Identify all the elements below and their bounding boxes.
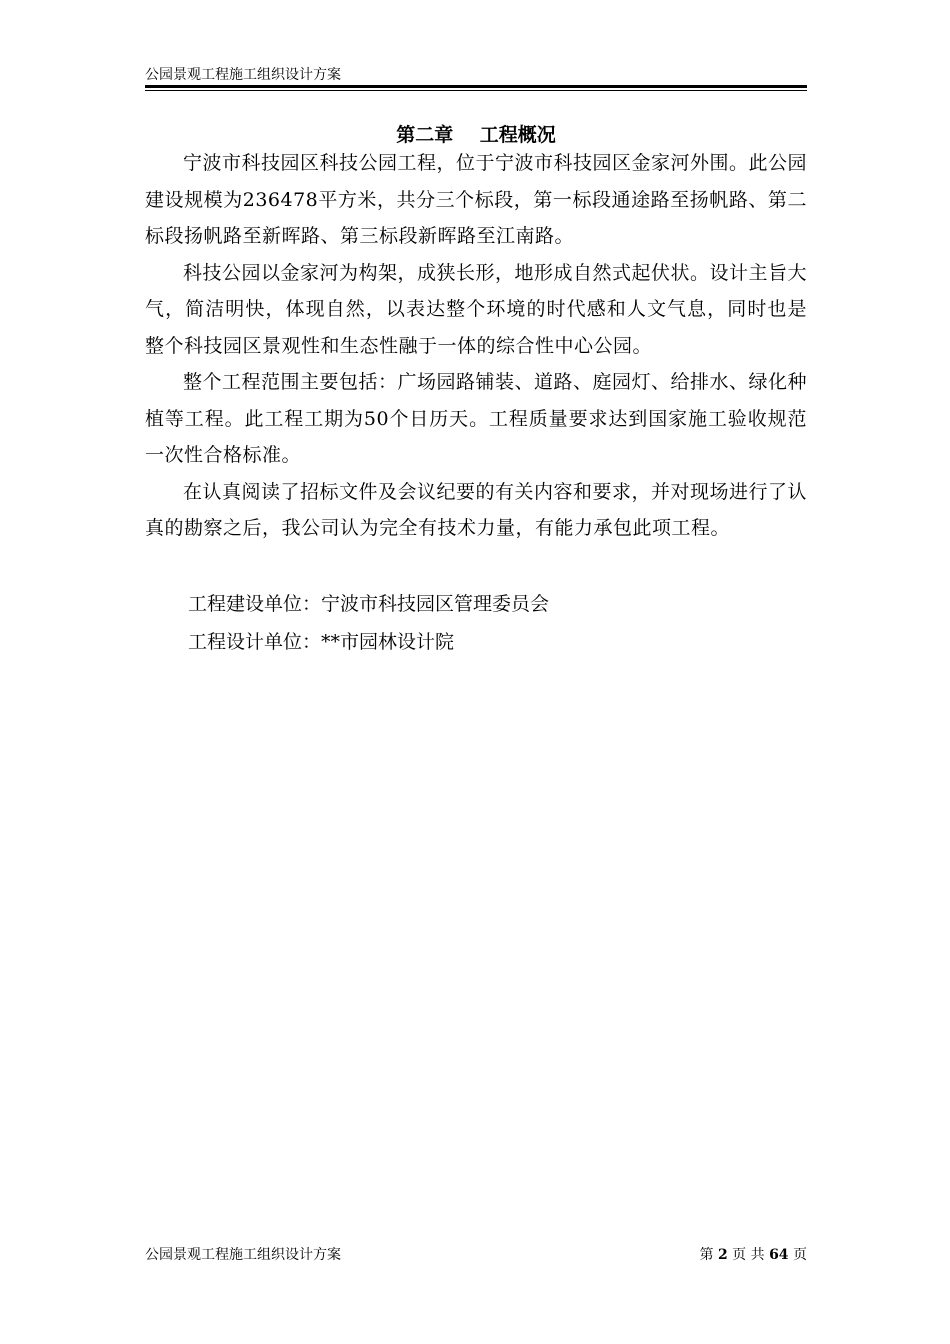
page-header xyxy=(145,64,807,94)
page-middle: 页 共 xyxy=(732,1247,765,1263)
page-prefix: 第 xyxy=(699,1247,714,1263)
header-rule-thin xyxy=(145,90,807,91)
paragraph-location: 宁波市科技园区科技公园工程，位于宁波市科技园区金家河外围。此公园建设规模为236478平方米，共分三个标段，第一标段通途路至扬帆路、第二标段扬帆路至新晖路、第三标段新晖路至江南路。 xyxy=(145,152,808,247)
paragraph-capability: 在认真阅读了招标文件及会议纪要的有关内容和要求，并对现场进行了认真的勘察之后，我公司认为完全有技术力量，有能力承包此项工程。 xyxy=(145,480,808,539)
page-current: 2 xyxy=(717,1247,728,1263)
chapter-title: 第二章 工程概况 xyxy=(396,124,556,146)
paragraph-design: 科技公园以金家河为构架，成狭长形，地形成自然式起伏状。设计主旨大气，简洁明快，体现自然，以表达整个环境的时代感和人文气息，同时也是整个科技园区景观性和生态性融于一体的综合性中心公园。 xyxy=(145,261,808,357)
document-body xyxy=(145,120,807,661)
header-title: 公园景观工程施工组织设计方案 xyxy=(145,67,341,83)
construction-unit: 工程建设单位：宁波市科技园区管理委员会 xyxy=(188,592,550,615)
header-rule-thick xyxy=(145,85,807,88)
page-suffix: 页 xyxy=(793,1247,807,1263)
page-number xyxy=(700,1245,808,1265)
page-footer xyxy=(145,1245,807,1267)
paragraph-spacer xyxy=(145,547,807,585)
footer-title: 公园景观工程施工组织设计方案 xyxy=(145,1247,341,1263)
paragraph-scope: 整个工程范围主要包括：广场园路铺装、道路、庭园灯、给排水、绿化种植等工程。此工程工期为50个日历天。工程质量要求达到国家施工验收规范一次性合格标准。 xyxy=(145,371,808,466)
design-unit: 工程设计单位：**市园林设计院 xyxy=(188,630,455,653)
page-total: 64 xyxy=(769,1247,789,1263)
